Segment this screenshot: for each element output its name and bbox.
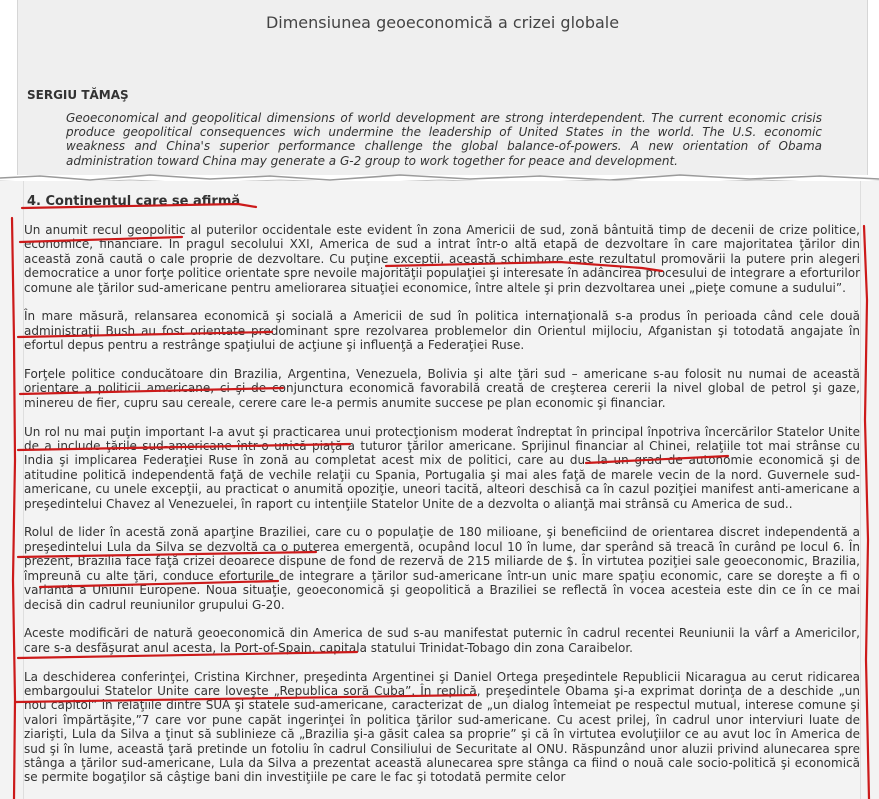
- paragraph: În mare măsură, relansarea economică şi socială a Americii de sud în politica internaţională s-a produs în perioada când cele două administraţii Bush au fost orientate predominant spre rezolvarea problemelor din Orientul mijlociu, Afganistan şi totodată angajate în efortul depus pentru a restrânge spaţiului de acţiune şi influenţă a Federaţiei Ruse.: [24, 309, 860, 353]
- author-name: SERGIU TĂMAŞ: [27, 88, 129, 102]
- article-content: [23, 181, 861, 799]
- paragraph: Un rol nu mai puţin important l-a avut şi practicarea unui protecţionism moderat îndreptat în principal înpotriva încercărilor Statelor Unite de a include ţările sud-americane într-o unică piaţă a tuturor ţărilor americane. Sprijinul financiar al Chinei, relaţiile tot mai strânse cu India şi implicarea Federaţiei Ruse în zonă au completat acest mix de politici, care au dus la un grad de autonomie economică şi de atitudine politică independentă faţă de vechile relaţii cu Spania, Portugalia şi mai ales faţă de marele vecin de la nord. Guvernele sud-americane, cu unele excepţii, au practicat o anumită opoziţie, uneori tacită, alteori deschisă ca în cazul poziţiei manifest anti-americane a preşedintelui Chavez al Venezuelei, în raport cu intenţiile Statelor Unite de a dezvolta o alianţă mai strânsă cu America de sud..: [24, 424, 860, 511]
- abstract-text: Geoeconomical and geopolitical dimensions of world development are strong interdependent. The current economic crisis produce geopolitical consequences wich undermine the leadership of United States in the world. The U.S. economic weakness and China's superior performance challenge the global balance-of-powers. A new orientation of Obama administration toward China may generate a G-2 group to work together for peace and development.: [66, 111, 822, 168]
- paragraph-list: [24, 223, 860, 799]
- paragraph: Rolul de lider în acestă zonă aparţine Braziliei, care cu o populaţie de 180 milioane, şi beneficiind de orientarea discret independentă a preşedintelui Lula da Silva se dezvoltă ca o puterea emergentă, ocupând locul 10 în lume, dar sperând să treacă în curând pe locul 6. În prezent, Brazilia face faţă crizei deoarece dispune de fond de rezervă de 215 miliarde de $. În virtutea poziţiei sale geoeconomic, Brazilia, împreună cu alte ţări, conduce eforturile de integrare a ţărilor sud-americane într-un unic mare spaţiu economic, care se doreşte a fi o variantă a Uniunii Europene. Noua situaţie, geoeconomică şi geopolitică a Braziliei se reflectă în vocea acesteia este din ce în ce mai decisă din cadrul reuniunilor grupului G-20.: [24, 525, 860, 612]
- section-heading: 4. Continentul care se afirmă: [27, 194, 241, 209]
- paragraph: Aceste modificări de natură geoeconomică din America de sud s-au manifestat puternic în cadrul recentei Reuniunii la vârf a Americilor, care s-a desfăşurat anul acesta, la Port-of-Spain, capitala statului Trinidat-Tobago din zona Caraibelor.: [24, 626, 860, 655]
- paragraph: La deschiderea conferinţei, Cristina Kirchner, preşedinta Argentinei şi Daniel Ortega preşedintele Republicii Nicaragua au cerut ridicarea embargoului Statelor Unite care loveşte „Republica soră Cuba”. În replică, preşedintele Obama şi-a exprimat dorinţa de a deschide „un nou capitol” în relaţiile dintre SUA şi statele sud-americane, caracterizat de „un dialog întemeiat pe respectul mutual, interese comune şi valori împărtăşite,”7 care vor pune capăt ingerinţei în politica ţărilor sud-americane. Cu acest prilej, în cadrul unor interviuri luate de ziarişti, Lula da Silva a ţinut să sublinieze că „Brazilia şi-a găsit calea sa proprie” şi că în virtutea evoluţiilor ce au avut loc în America de sud şi în lume, această ţară pretinde un fotoliu în cadrul Consiliului de Securitate al ONU. Răspunzând unor aluzii privind alunecarea spre stânga a ţărilor sud-americane, Lula da Silva a prezentat această alunecarea spre stânga ca fiind o nouă cale socio-politică şi economică se permite bogaţilor să câştige bani din investiţiile pe care le fac şi totodată permite celor: [24, 669, 860, 785]
- paragraph: Un anumit recul geopolitic al puterilor occidentale este evident în zona Americii de sud, zonă bântuită timp de decenii de crize politice, economice, financiare. În pragul secolului XXI, America de sud a intrat într-o altă etapă de dezvoltare în care majoritatea ţărilor din această zonă caută o cale proprie de dezvoltare. Cu puţine excepţii, această schimbare este rezultatul promovării la putere prin alegeri democratice a unor forţe politice orientate spre nevoile majorităţii populaţiei şi interesate în adâncirea procesului de integrare a eforturilor comune ale ţărilor sud-americane pentru ameliorarea situaţiei economice, între altele şi prin dezvoltarea unei „pieţe comune a sudului”.: [24, 223, 860, 295]
- paragraph: Forţele politice conducătoare din Brazilia, Argentina, Venezuela, Bolivia şi alte ţări sud – americane s-au folosit nu numai de această orientare a politicii americane, ci şi de conjunctura economică favorabilă creată de creşterea cererii la nivel global de petrol şi gaze, minereu de fier, cupru sau cereale, cerere care le-a permis anumite succese pe plan economic şi financiar.: [24, 367, 860, 410]
- header-panel: [17, 0, 868, 175]
- article-body: [0, 181, 879, 799]
- article-title: Dimensiunea geoeconomică a crizei globale: [265, 13, 620, 32]
